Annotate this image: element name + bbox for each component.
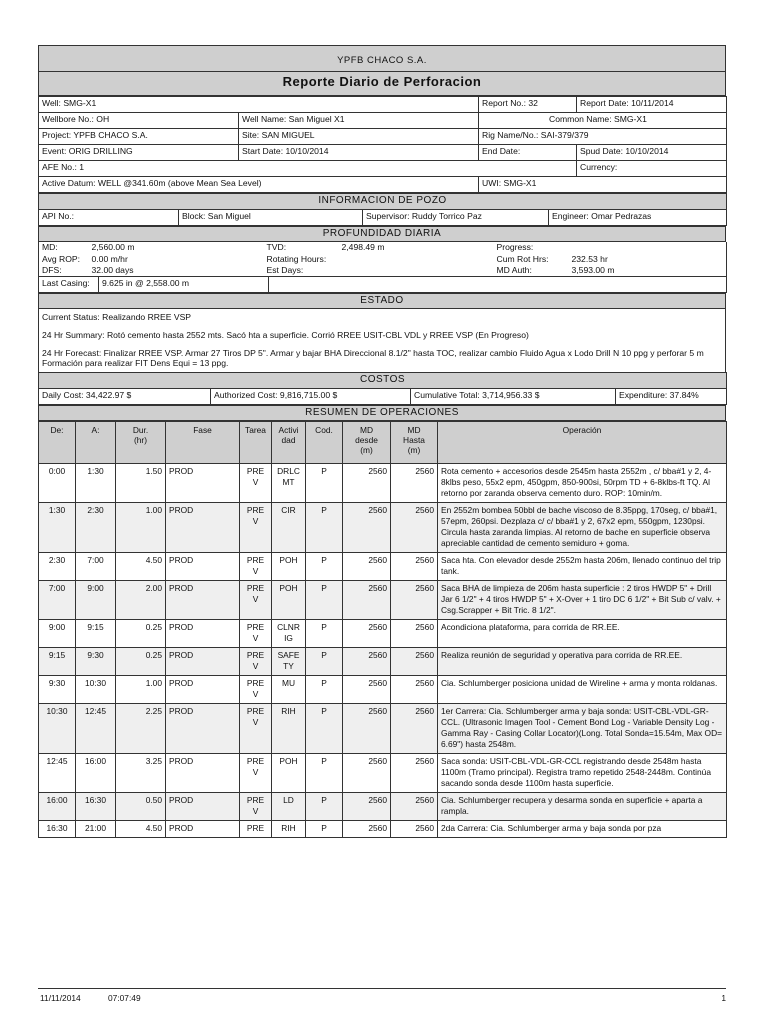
operation-a: 9:15 — [76, 620, 116, 648]
uwi-field: UWI: SMG-X1 — [479, 177, 727, 193]
operation-a: 16:00 — [76, 754, 116, 793]
estado-section — [38, 293, 726, 309]
operation-dur: 2.25 — [116, 704, 166, 754]
rotating-hours-label: Rotating Hours: — [266, 254, 327, 264]
common-name-field: Common Name: SMG-X1 — [479, 113, 727, 129]
report-header — [38, 45, 726, 96]
operation-fase: PROD — [166, 704, 240, 754]
operation-actividad: MU — [272, 676, 306, 704]
operation-md-hasta: 2560 — [391, 464, 438, 503]
operation-actividad: POH — [272, 553, 306, 581]
operation-actividad: RIH — [272, 704, 306, 754]
operation-dur: 4.50 — [116, 553, 166, 581]
operation-cod: P — [306, 704, 343, 754]
operation-cod: P — [306, 821, 343, 838]
operation-cod: P — [306, 754, 343, 793]
col-a-header: A: — [76, 422, 116, 464]
operation-md-hasta: 2560 — [391, 793, 438, 821]
end-date-field: End Date: — [479, 145, 577, 161]
operation-row — [39, 676, 727, 704]
operation-tarea: PRE V — [240, 464, 272, 503]
operation-md-hasta: 2560 — [391, 503, 438, 553]
operation-cod: P — [306, 581, 343, 620]
last-casing-label: Last Casing: — [39, 277, 99, 293]
operation-de: 12:45 — [39, 754, 76, 793]
operation-md-hasta: 2560 — [391, 581, 438, 620]
operation-a: 12:45 — [76, 704, 116, 754]
md-auth-value: 3,593.00 m — [571, 265, 615, 275]
event-field: Event: ORIG DRILLING — [39, 145, 239, 161]
operation-row — [39, 553, 727, 581]
operation-operacion: 2da Carrera: Cia. Schlumberger arma y baja sonda por pza — [438, 821, 727, 838]
report-title: Reporte Diario de Perforacion — [39, 72, 726, 96]
col-dur-header: Dur. (hr) — [116, 422, 166, 464]
operation-de: 16:00 — [39, 793, 76, 821]
operation-md-desde: 2560 — [343, 620, 391, 648]
informacion-pozo-title: INFORMACION DE POZO — [39, 194, 727, 210]
well-field: Well: SMG-X1 — [39, 97, 479, 113]
operation-operacion: Saca hta. Con elevador desde 2552m hasta 206m, llenado continuo del trip tank. — [438, 553, 727, 581]
operation-dur: 1.00 — [116, 676, 166, 704]
operation-actividad: LD — [272, 793, 306, 821]
operation-de: 7:00 — [39, 581, 76, 620]
col-tarea-header: Tarea — [240, 422, 272, 464]
afe-no-field: AFE No.: 1 — [39, 161, 577, 177]
operation-operacion: Realiza reunión de seguridad y operativa para corrida de RR.EE. — [438, 648, 727, 676]
operaciones-section — [38, 405, 726, 421]
operation-row — [39, 648, 727, 676]
operation-md-hasta: 2560 — [391, 704, 438, 754]
operation-md-desde: 2560 — [343, 581, 391, 620]
operation-md-desde: 2560 — [343, 648, 391, 676]
operation-md-desde: 2560 — [343, 503, 391, 553]
operation-dur: 2.00 — [116, 581, 166, 620]
operation-a: 16:30 — [76, 793, 116, 821]
currency-field: Currency: — [577, 161, 727, 177]
operation-actividad: CIR — [272, 503, 306, 553]
operation-a: 7:00 — [76, 553, 116, 581]
operation-actividad: POH — [272, 754, 306, 793]
operation-fase: PROD — [166, 581, 240, 620]
site-field: Site: SAN MIGUEL — [239, 129, 479, 145]
col-operacion-header: Operación — [438, 422, 727, 464]
operation-dur: 0.25 — [116, 620, 166, 648]
well-name-field: Well Name: San Miguel X1 — [239, 113, 479, 129]
col-fase-header: Fase — [166, 422, 240, 464]
operation-operacion: Saca sonda: USIT-CBL-VDL-GR-CCL registrando desde 2548m hasta 1100m (Tramo principal). Registra tramo repetido 2548-2448m. Continúa sacando sonda desde 1100m hasta superficie. — [438, 754, 727, 793]
operation-de: 9:15 — [39, 648, 76, 676]
operation-tarea: PRE V — [240, 793, 272, 821]
operation-fase: PROD — [166, 676, 240, 704]
estado-title: ESTADO — [39, 294, 726, 309]
operation-de: 2:30 — [39, 553, 76, 581]
cum-rot-label: Cum Rot Hrs: — [496, 254, 549, 264]
operation-operacion: En 2552m bombea 50bbl de bache viscoso de 8.35ppg, 170seg, c/ bba#1, 57epm, 260psi. Dezplaza c/ c/ bba#1 y 2, 67x2 epm, 550gpm, 1230psi. Circula hasta zaranda limpias. Al retorno de bache en superficie observa apreciable cantidad de cemento semiduro + goma. — [438, 503, 727, 553]
cum-rot-value: 232.53 hr — [571, 254, 608, 264]
footer-time: 07:07:49 — [108, 993, 141, 1003]
operaciones-title: RESUMEN DE OPERACIONES — [39, 406, 726, 421]
operation-de: 0:00 — [39, 464, 76, 503]
spud-date-field: Spud Date: 10/10/2014 — [577, 145, 727, 161]
operation-tarea: PRE V — [240, 704, 272, 754]
progress-value — [569, 242, 727, 254]
profundidad-title: PROFUNDIDAD DIARIA — [39, 227, 726, 242]
operations-table — [38, 421, 727, 838]
operation-tarea: PRE — [240, 821, 272, 838]
col-md-desde-header: MD desde (m) — [343, 422, 391, 464]
last-casing-row — [38, 276, 727, 293]
last-casing-value: 9.625 in @ 2,558.00 m — [99, 277, 269, 293]
operation-row — [39, 754, 727, 793]
tvd-label: TVD: — [266, 242, 287, 252]
operation-fase: PROD — [166, 793, 240, 821]
operation-cod: P — [306, 553, 343, 581]
operation-a: 1:30 — [76, 464, 116, 503]
operation-row — [39, 704, 727, 754]
operation-tarea: PRE V — [240, 676, 272, 704]
operation-a: 9:30 — [76, 648, 116, 676]
api-no-field: API No.: — [39, 210, 179, 226]
expenditure: Expenditure: 37.84% — [616, 389, 727, 405]
project-field: Project: YPFB CHACO S.A. — [39, 129, 239, 145]
informacion-pozo-section — [38, 193, 727, 226]
block-field: Block: San Miguel — [179, 210, 363, 226]
estado-body — [38, 309, 726, 372]
active-datum-field: Active Datum: WELL @341.60m (above Mean Sea Level) — [39, 177, 479, 193]
company-name: YPFB CHACO S.A. — [39, 46, 726, 72]
operation-operacion: Saca BHA de limpieza de 206m hasta superficie : 2 tiros HWDP 5" + Drill Jar 6 1/2" + 4 tiros HWDP 5" + X-Over + 1 tiro DC 6 1/2" + Bit Sub c/ valv. + Csg.Scrapper + Bit Tric. 8 1/2". — [438, 581, 727, 620]
operation-md-desde: 2560 — [343, 553, 391, 581]
operation-de: 16:30 — [39, 821, 76, 838]
summary-24hr: 24 Hr Summary: Rotó cemento hasta 2552 mts. Sacó hta a superficie. Corrió RREE USIT-CBL VDL y RREE VSP (En Progreso) — [39, 325, 726, 343]
operation-tarea: PRE V — [240, 503, 272, 553]
operation-cod: P — [306, 648, 343, 676]
operation-cod: P — [306, 620, 343, 648]
operation-de: 9:00 — [39, 620, 76, 648]
drilling-report-sheet — [38, 45, 726, 838]
operation-md-desde: 2560 — [343, 464, 391, 503]
operation-actividad: POH — [272, 581, 306, 620]
well-info-table — [38, 96, 727, 193]
start-date-field: Start Date: 10/10/2014 — [239, 145, 479, 161]
est-days-label: Est Days: — [266, 265, 304, 275]
operation-dur: 3.25 — [116, 754, 166, 793]
operation-dur: 4.50 — [116, 821, 166, 838]
operation-dur: 0.25 — [116, 648, 166, 676]
operation-md-hasta: 2560 — [391, 754, 438, 793]
profundidad-section — [38, 226, 726, 242]
operation-md-hasta: 2560 — [391, 648, 438, 676]
operation-row — [39, 821, 727, 838]
operation-md-hasta: 2560 — [391, 676, 438, 704]
footer-date: 11/11/2014 — [40, 993, 81, 1003]
operation-a: 2:30 — [76, 503, 116, 553]
operation-fase: PROD — [166, 648, 240, 676]
operation-md-hasta: 2560 — [391, 553, 438, 581]
operation-row — [39, 620, 727, 648]
operation-row — [39, 793, 727, 821]
wellbore-no-field: Wellbore No.: OH — [39, 113, 239, 129]
operation-dur: 0.50 — [116, 793, 166, 821]
operation-operacion: 1er Carrera: Cia. Schlumberger arma y baja sonda: USIT-CBL-VDL-GR-CCL. (Ultrasonic Imagen Tool - Cement Bond Log - Variable Density Log - Gamma Ray - Casing Collar Locator)(Long. Total Sonda=15.54m, Max OD= 6.69") hasta 2548m. — [438, 704, 727, 754]
operation-de: 9:30 — [39, 676, 76, 704]
md-value: 2,560.00 m — [91, 242, 135, 252]
operation-cod: P — [306, 793, 343, 821]
operation-actividad: CLNR IG — [272, 620, 306, 648]
md-label: MD: — [42, 242, 58, 252]
current-status: Current Status: Realizando RREE VSP — [39, 309, 726, 325]
md-auth-label: MD Auth: — [496, 265, 532, 275]
operation-md-hasta: 2560 — [391, 821, 438, 838]
operation-operacion: Cia. Schlumberger posiciona unidad de Wireline + arma y monta roldanas. — [438, 676, 727, 704]
dfs-label: DFS: — [42, 265, 62, 275]
tvd-value: 2,498.49 m — [341, 242, 385, 252]
col-actividad-header: Activi dad — [272, 422, 306, 464]
progress-label: Progress: — [496, 242, 534, 252]
operation-fase: PROD — [166, 821, 240, 838]
operation-cod: P — [306, 503, 343, 553]
daily-cost: Daily Cost: 34,422.97 $ — [39, 389, 211, 405]
operation-fase: PROD — [166, 553, 240, 581]
authorized-cost: Authorized Cost: 9,816,715.00 $ — [211, 389, 411, 405]
page-footer — [38, 988, 726, 1003]
operations-header-row — [39, 422, 727, 464]
operation-row — [39, 503, 727, 553]
operation-dur: 1.00 — [116, 503, 166, 553]
operation-md-desde: 2560 — [343, 821, 391, 838]
operation-a: 21:00 — [76, 821, 116, 838]
operation-de: 10:30 — [39, 704, 76, 754]
operation-md-desde: 2560 — [343, 704, 391, 754]
forecast-24hr: 24 Hr Forecast: Finalizar RREE VSP. Armar 27 Tiros DP 5". Armar y bajar BHA Direccional 8.1/2" hasta TOC, realizar cambio Fluido Agua x Lodo Drill N 10 ppg y perforar 5 m Formación para realizar FIT Dens Equi = 13 ppg. — [39, 343, 726, 372]
operation-operacion: Cia. Schlumberger recupera y desarma sonda en superficie + aparta a rampla. — [438, 793, 727, 821]
page-number: 1 — [721, 993, 726, 1003]
operation-a: 10:30 — [76, 676, 116, 704]
rig-name-field: Rig Name/No.: SAI-379/379 — [479, 129, 727, 145]
operation-a: 9:00 — [76, 581, 116, 620]
cumulative-total: Cumulative Total: 3,714,956.33 $ — [411, 389, 616, 405]
operation-cod: P — [306, 464, 343, 503]
operation-fase: PROD — [166, 754, 240, 793]
operation-fase: PROD — [166, 464, 240, 503]
col-md-hasta-header: MD Hasta (m) — [391, 422, 438, 464]
operation-de: 1:30 — [39, 503, 76, 553]
operation-md-desde: 2560 — [343, 676, 391, 704]
avg-rop-label: Avg ROP: — [42, 254, 81, 264]
operation-cod: P — [306, 676, 343, 704]
operation-actividad: DRLC MT — [272, 464, 306, 503]
operation-md-desde: 2560 — [343, 754, 391, 793]
operation-row — [39, 581, 727, 620]
costos-title: COSTOS — [39, 373, 727, 389]
operation-md-hasta: 2560 — [391, 620, 438, 648]
dfs-value: 32.00 days — [91, 265, 134, 275]
operation-md-desde: 2560 — [343, 793, 391, 821]
operation-tarea: PRE V — [240, 553, 272, 581]
report-no-field: Report No.: 32 — [479, 97, 577, 113]
profundidad-grid — [38, 242, 727, 276]
engineer-field: Engineer: Omar Pedrazas — [549, 210, 727, 226]
operation-dur: 1.50 — [116, 464, 166, 503]
operation-tarea: PRE V — [240, 648, 272, 676]
operation-fase: PROD — [166, 503, 240, 553]
avg-rop-value: 0.00 m/hr — [91, 254, 128, 264]
operation-operacion: Acondiciona plataforma, para corrida de RR.EE. — [438, 620, 727, 648]
report-date-field: Report Date: 10/11/2014 — [577, 97, 727, 113]
costos-section — [38, 372, 727, 405]
operation-tarea: PRE V — [240, 754, 272, 793]
operation-actividad: RIH — [272, 821, 306, 838]
operation-row — [39, 464, 727, 503]
operation-tarea: PRE V — [240, 620, 272, 648]
operation-tarea: PRE V — [240, 581, 272, 620]
col-cod-header: Cod. — [306, 422, 343, 464]
col-de-header: De: — [39, 422, 76, 464]
operation-operacion: Rota cemento + accesorios desde 2545m hasta 2552m , c/ bba#1 y 2, 4-8klbs peso, 55x2 epm, 450gpm, 850-900si, 50rpm TD + 6-8klbs-ft TQ. Al retorno por zaranda observa cemento duro. ROP: 10min/m. — [438, 464, 727, 503]
operation-fase: PROD — [166, 620, 240, 648]
supervisor-field: Supervisor: Ruddy Torrico Paz — [363, 210, 549, 226]
operation-actividad: SAFE TY — [272, 648, 306, 676]
